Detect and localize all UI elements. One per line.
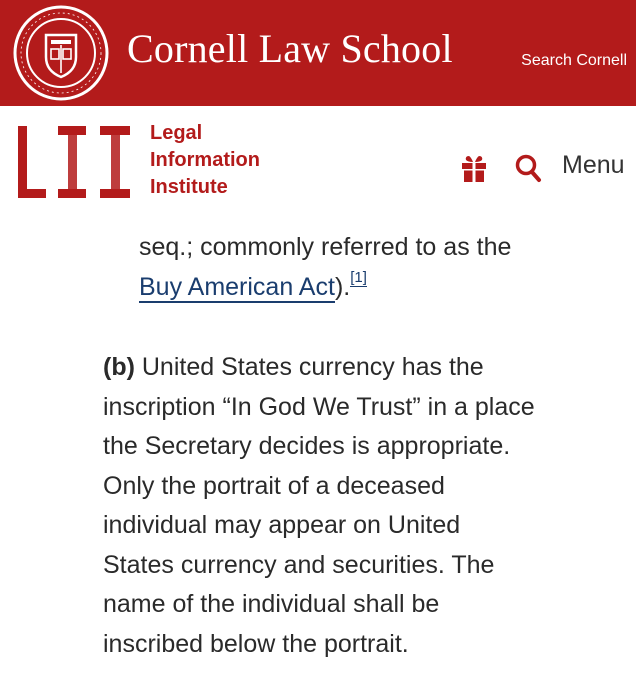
para-b-line: Only the portrait of a deceased [103, 471, 445, 500]
footnote-marker [350, 264, 367, 287]
paragraph-b [103, 348, 623, 664]
para-a-line: seq.; commonly referred to as the [139, 233, 512, 261]
footnote-1-link[interactable]: [1] [350, 268, 367, 286]
statute-content [0, 210, 636, 680]
para-b-line: States currency and securities. The [103, 550, 495, 579]
para-b-line: (b) United States currency has the [103, 353, 484, 381]
menu-button[interactable]: Menu [562, 151, 625, 179]
paragraph-a-tail [139, 227, 619, 307]
lii-logo-text[interactable] [150, 120, 260, 201]
para-b-line: the Secretary decides is appropriate. [103, 432, 511, 460]
lii-logo-mark[interactable] [16, 122, 136, 204]
lii-line-institute: Institute [150, 176, 228, 198]
gift-icon[interactable] [460, 153, 488, 183]
buy-american-act-link[interactable]: Buy American Act [139, 273, 335, 301]
lii-line-legal: Legal [150, 122, 203, 144]
search-cornell-link[interactable]: Search Cornell [521, 52, 627, 69]
search-icon[interactable] [514, 153, 542, 183]
para-b-line: individual may appear on United [103, 511, 461, 539]
cornell-title[interactable]: Cornell Law School [127, 26, 453, 71]
subsection-marker: (b) [103, 353, 135, 381]
lii-header [0, 106, 636, 210]
para-a-line [139, 267, 619, 307]
lii-line-information: Information [150, 149, 260, 171]
para-b-line: name of the individual shall be [103, 590, 440, 618]
cornell-header [0, 0, 636, 106]
para-a-closing: ). [334, 273, 351, 301]
para-b-line: inscribed below the portrait. [103, 629, 409, 658]
para-b-line: inscription “In God We Trust” in a place [103, 392, 535, 421]
cornell-seal-icon[interactable] [13, 5, 109, 101]
